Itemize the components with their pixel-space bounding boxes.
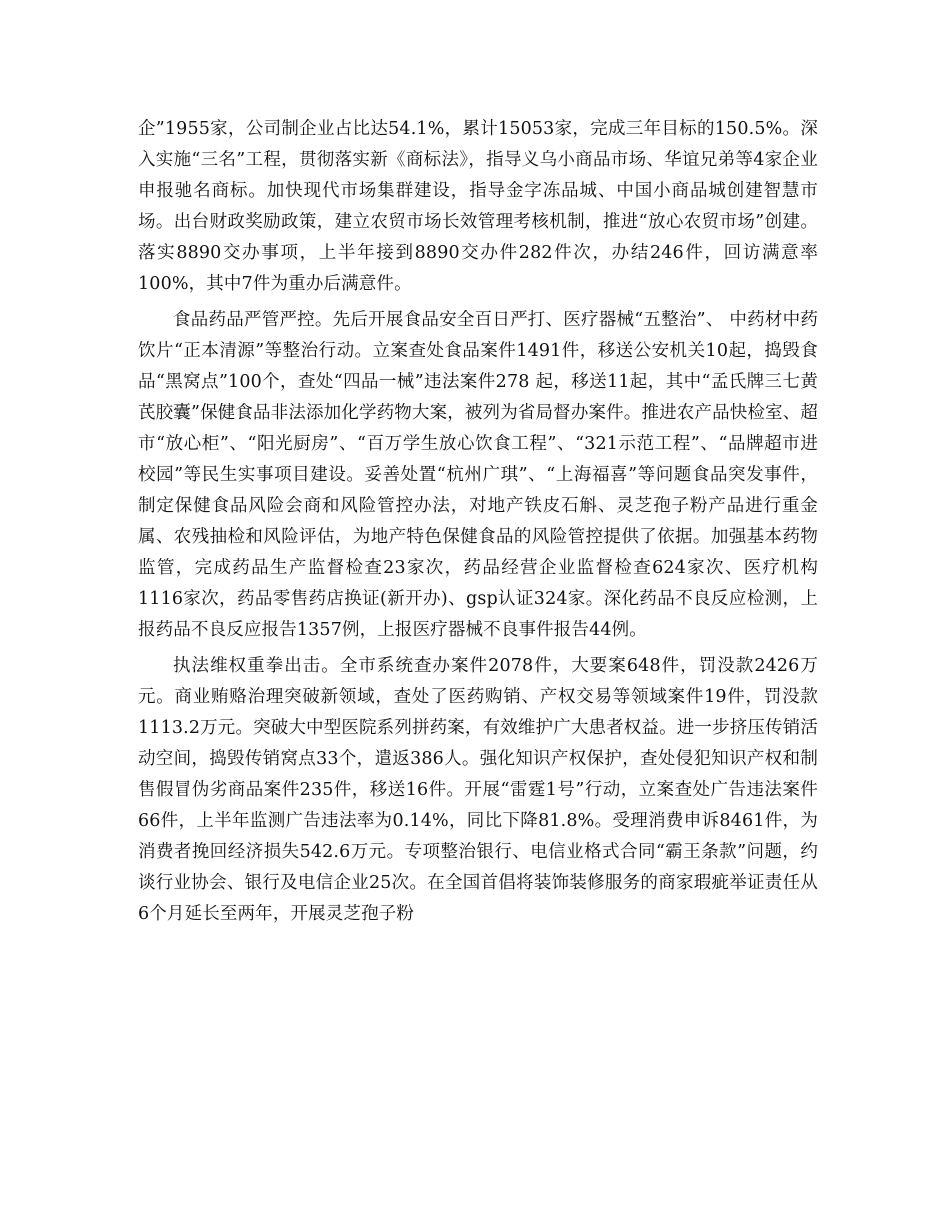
paragraph-market-regulation: 企”1955家，公司制企业占比达54.1%，累计15053家，完成三年目标的150.5%。深入实施“三名”工程，贯彻落实新《商标法》，指导义乌小商品市场、华谊兄弟等4家企业申报驰名商标。加快现代市场集群建设，指导金字冻品城、中国小商品城创建智慧市场。出台财政奖励政策，建立农贸市场长效管理考核机制，推进“放心农贸市场”创建。落实8890交办事项，上半年接到8890交办件282件次，办结246件，回访满意率100%，其中7件为重办后满意件。 — [138, 119, 818, 294]
document-body — [138, 114, 818, 935]
paragraph-law-enforcement: 执法维权重拳出击。全市系统查办案件2078件，大要案648件，罚没款2426万元。商业贿赂治理突破新领域，查处了医药购销、产权交易等领域案件19件，罚没款1113.2万元。突破大中型医院系列拼药案，有效维护广大患者权益。进一步挤压传销活动空间，捣毁传销窝点33个，遣返386人。强化知识产权保护，查处侵犯知识产权和制售假冒伪劣商品案件235件，移送16件。开展“雷霆1号”行动，立案查处广告违法案件66件，上半年监测广告违法率为0.14%，同比下降81.8%。受理消费申诉8461件，为消费者挽回经济损失542.6万元。专项整治银行、电信业格式合同“霸王条款”问题，约谈行业协会、银行及电信企业25次。在全国首倡将装饰装修服务的商家瑕疵举证责任从6个月延长至两年，开展灵芝孢子粉 — [138, 656, 818, 924]
paragraph-food-drug-control: 食品药品严管严控。先后开展食品安全百日严打、医疗器械“五整治”、 中药材中药饮片“正本清源”等整治行动。立案查处食品案件1491件，移送公安机关10起，捣毁食品“黑窝点”100个，查处“四品一械”违法案件278 起，移送11起，其中“孟氏牌三七黄芪胶囊”保健食品非法添加化学药物大案，被列为省局督办案件。推进农产品快检室、超市“放心柜”、“阳光厨房”、“百万学生放心饮食工程”、“321示范工程”、“品牌超市进校园”等民生实事项目建设。妥善处置“杭州广琪”、“上海福喜”等问题食品突发事件，制定保健食品风险会商和风险管控办法，对地产铁皮石斛、灵芝孢子粉产品进行重金属、农残抽检和风险评估，为地产特色保健食品的风险管控提供了依据。加强基本药物监管，完成药品生产监督检查23家次，药品经营企业监督检查624家次、医疗机构1116家次，药品零售药店换证(新开办)、gsp认证324家。深化药品不良反应检测，上报药品不良反应报告1357例，上报医疗器械不良事件报告44例。 — [138, 310, 818, 640]
